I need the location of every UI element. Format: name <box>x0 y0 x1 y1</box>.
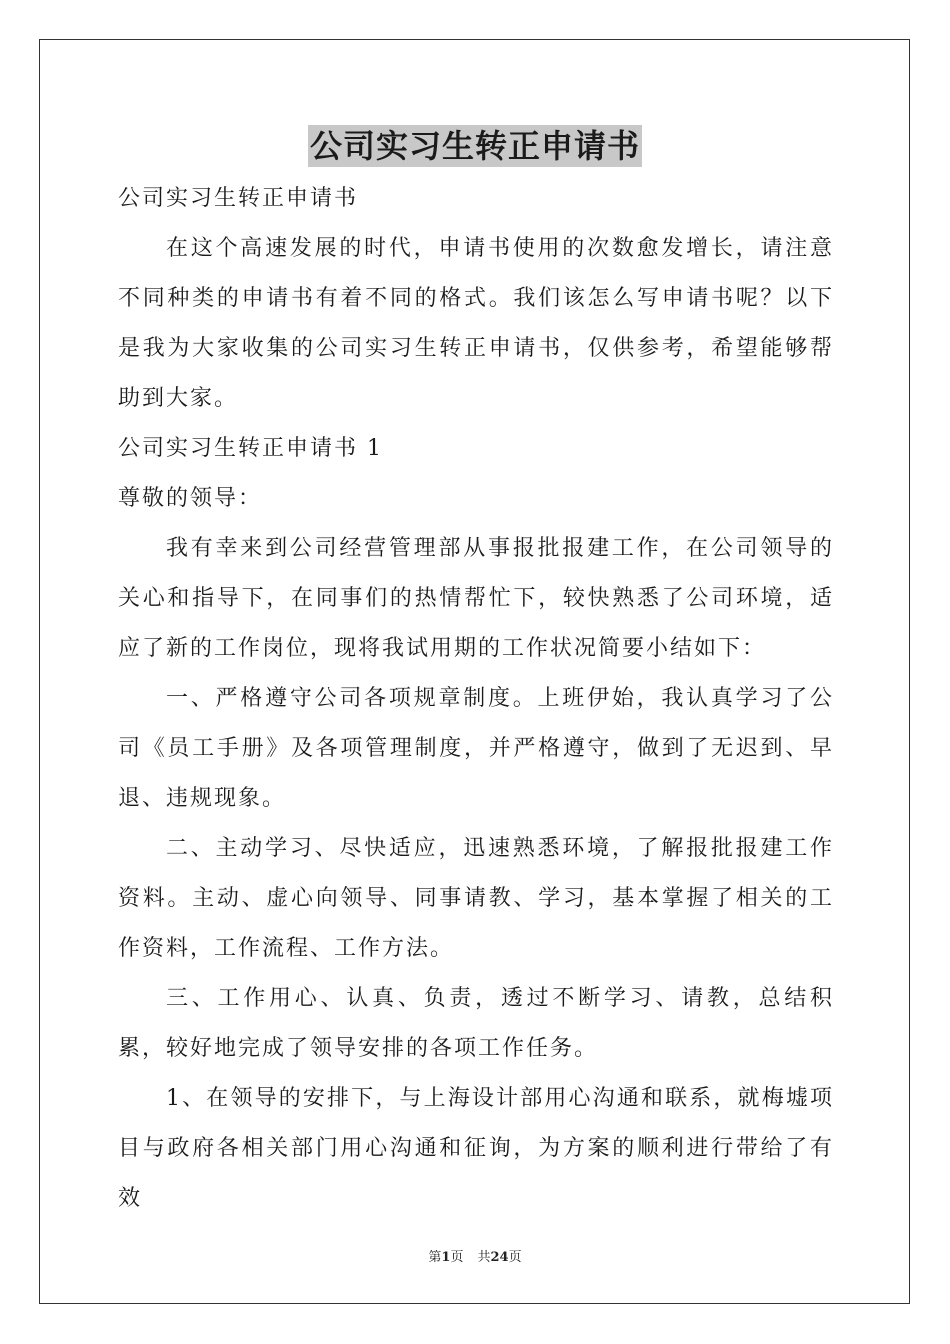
footer-total-number: 24 <box>490 1250 509 1265</box>
footer-page-number: 1 <box>441 1250 451 1265</box>
footer-page-prefix: 第 <box>428 1250 442 1265</box>
paragraph-body-3: 二、主动学习、尽快适应，迅速熟悉环境，了解报批报建工作资料。主动、虚心向领导、同事请教、学习，基本掌握了相关的工作资料，工作流程、工作方法。 <box>118 836 834 961</box>
document-body <box>118 174 834 1224</box>
paragraph-salutation: 尊敬的领导： <box>118 486 263 511</box>
title-container <box>0 125 950 167</box>
paragraph-body-1: 我有幸来到公司经营管理部从事报批报建工作，在公司领导的关心和指导下，在同事们的热情帮忙下，较快熟悉了公司环境，适应了新的工作岗位，现将我试用期的工作状况简要小结如下： <box>118 536 834 661</box>
paragraph-intro: 在这个高速发展的时代，申请书使用的次数愈发增长，请注意不同种类的申请书有着不同的格式。我们该怎么写申请书呢？以下是我为大家收集的公司实习生转正申请书，仅供参考，希望能够帮助到大家。 <box>118 236 834 411</box>
paragraph-section-heading: 公司实习生转正申请书 1 <box>118 436 383 461</box>
paragraph-body-2: 一、严格遵守公司各项规章制度。上班伊始，我认真学习了公司《员工手册》及各项管理制度，并严格遵守，做到了无迟到、早退、违规现象。 <box>118 686 834 811</box>
paragraph-body-4: 三、工作用心、认真、负责，透过不断学习、请教，总结积累，较好地完成了领导安排的各项工作任务。 <box>118 986 834 1061</box>
paragraph-subtitle: 公司实习生转正申请书 <box>118 186 359 211</box>
footer-total-prefix: 共 <box>477 1250 491 1265</box>
document-title: 公司实习生转正申请书 <box>309 127 640 165</box>
footer-page-suffix: 页 <box>450 1250 464 1265</box>
page-footer <box>0 1246 950 1265</box>
footer-total-suffix: 页 <box>508 1250 522 1265</box>
paragraph-body-5: 1、在领导的安排下，与上海设计部用心沟通和联系，就梅墟项目与政府各相关部门用心沟通和征询，为方案的顺利进行带给了有效 <box>118 1086 834 1211</box>
